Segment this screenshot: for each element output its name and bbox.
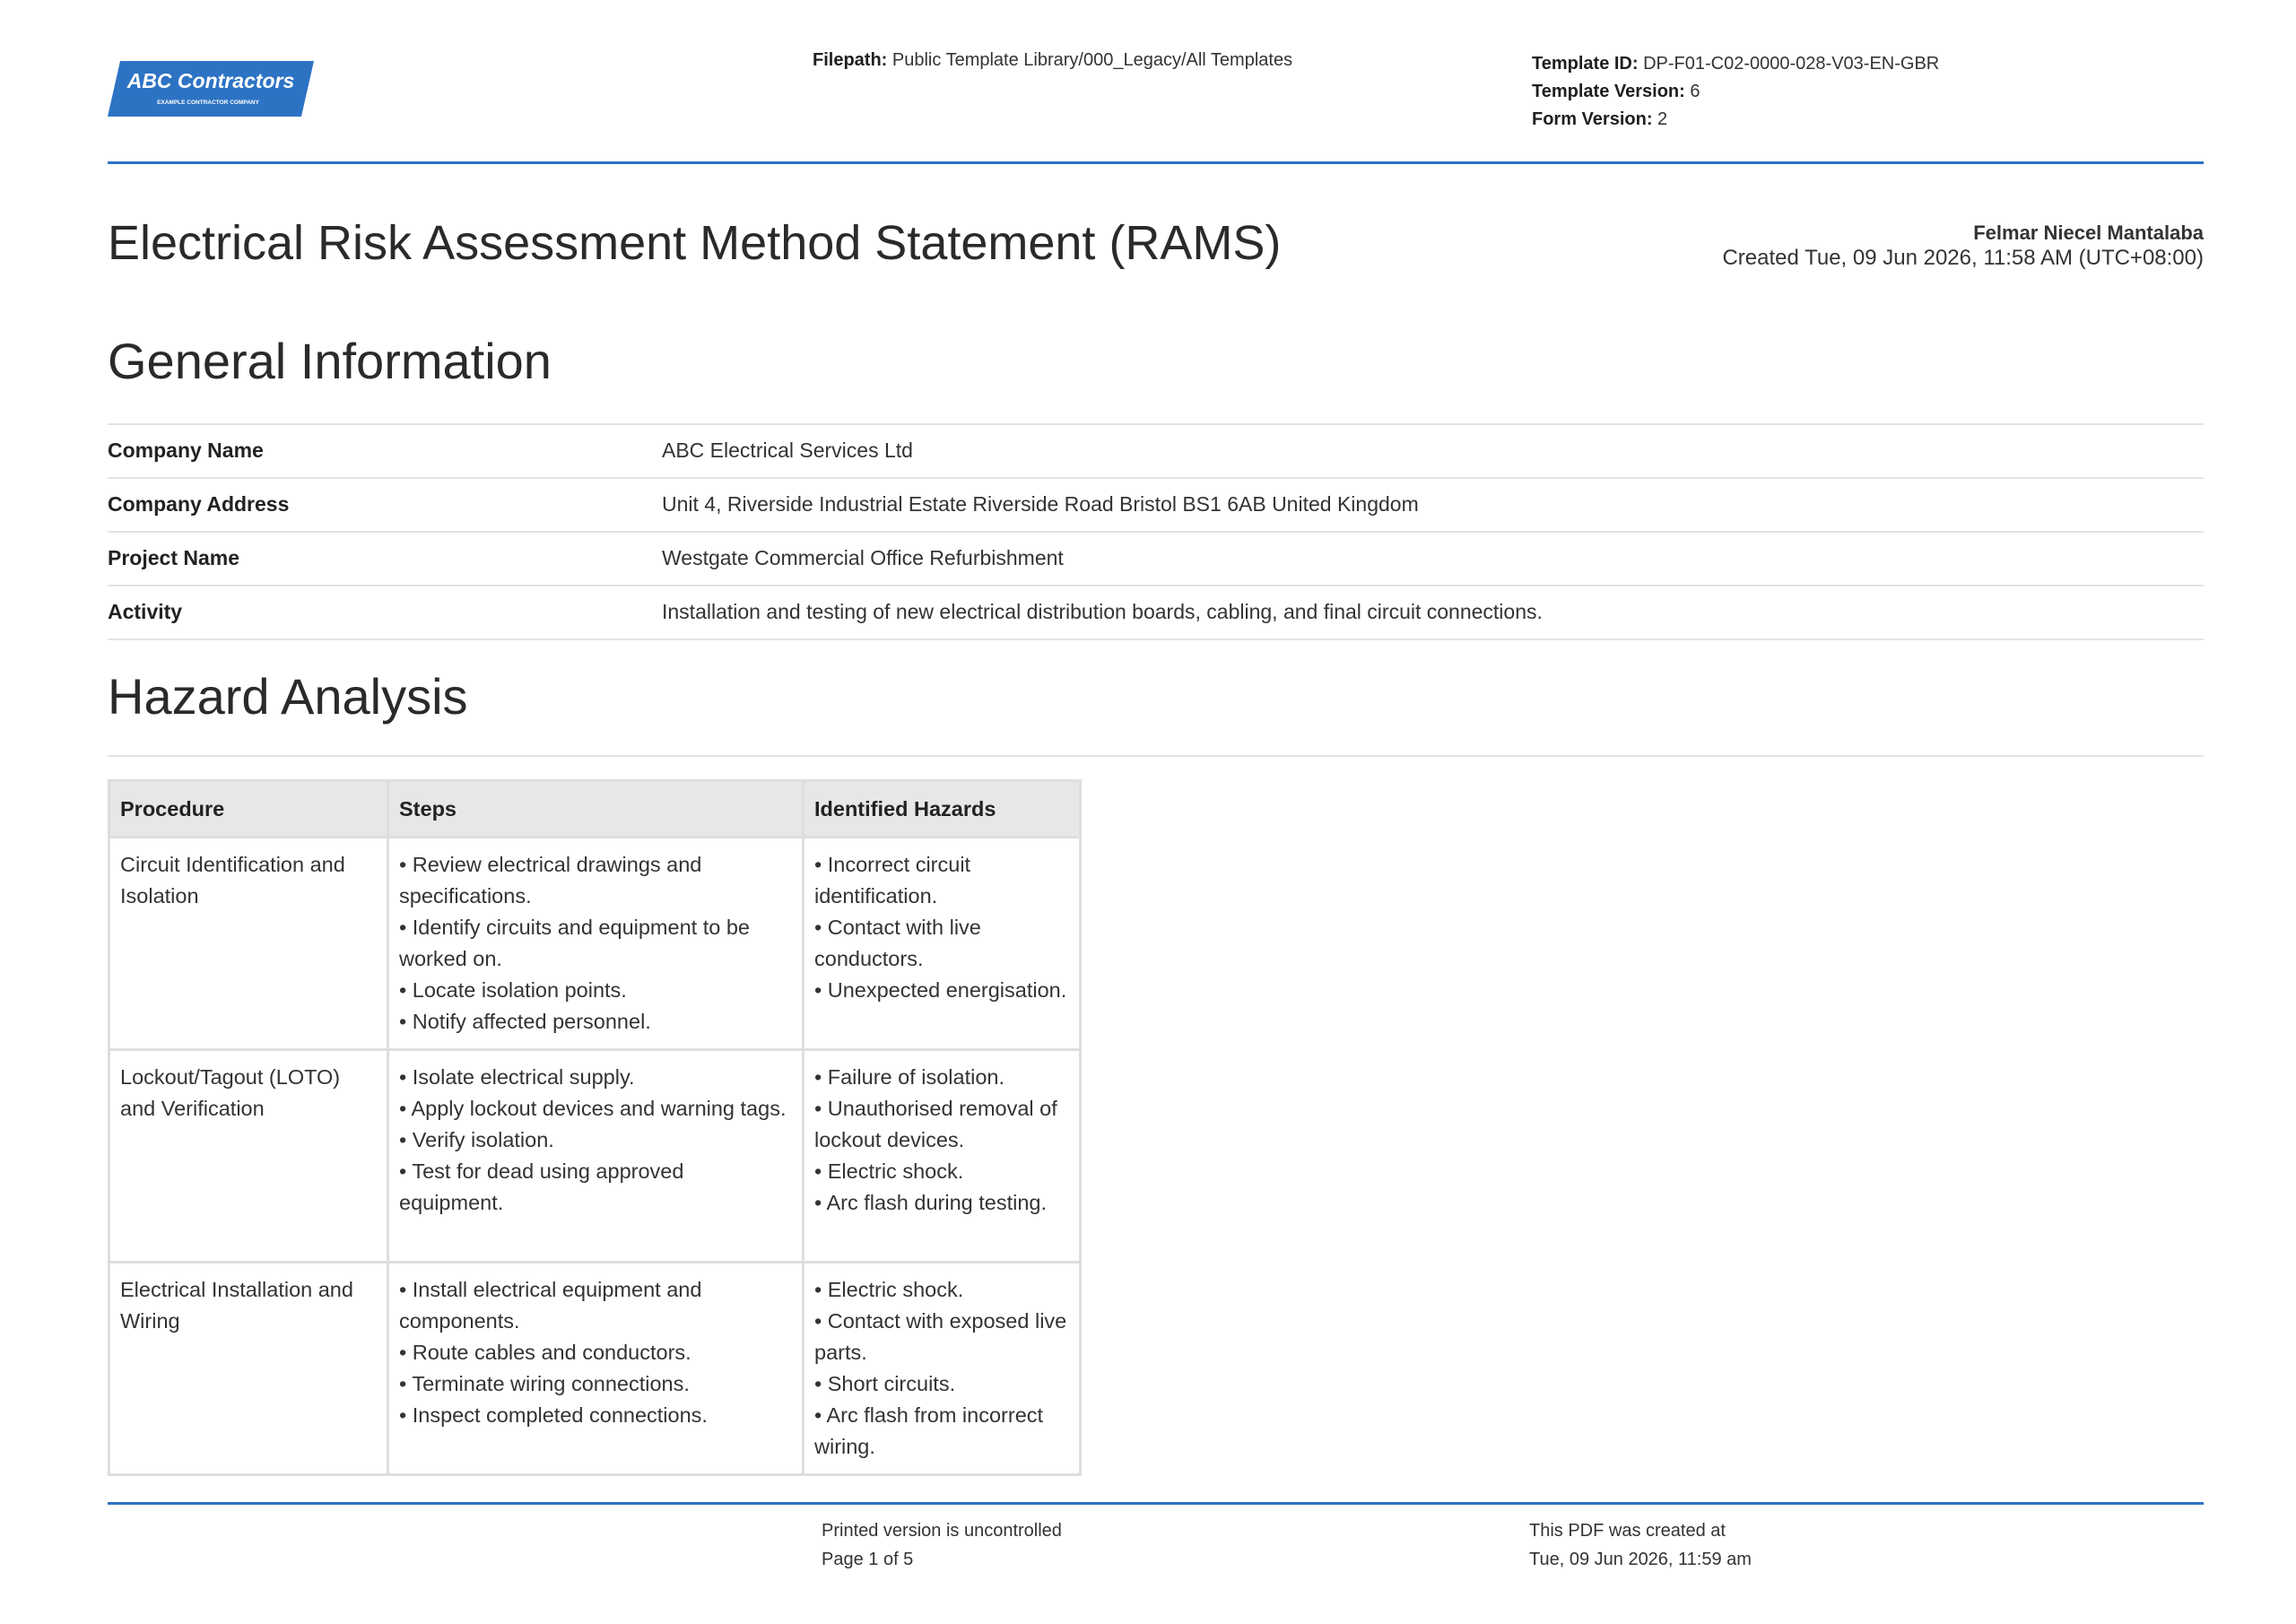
column-header-procedure: Procedure	[109, 781, 388, 838]
steps-cell	[388, 838, 804, 1050]
column-header-hazards: Identified Hazards	[804, 781, 1081, 838]
hazards-cell	[804, 1263, 1081, 1475]
page-number: Page 1 of 5	[822, 1550, 914, 1569]
table-row	[109, 838, 1081, 1050]
info-label: Company Address	[108, 492, 290, 516]
hazard-item: • Contact with exposed live parts.	[814, 1309, 1067, 1364]
step-item: • Apply lockout devices and warning tags.	[399, 1097, 787, 1120]
hazard-item: • Short circuits.	[814, 1372, 956, 1395]
info-row-project-name	[108, 533, 2204, 586]
template-version-label: Template Version:	[1532, 82, 1685, 101]
general-information-table	[108, 423, 2204, 640]
page-header	[108, 45, 2204, 161]
section-title-hazard-analysis: Hazard Analysis	[108, 668, 468, 725]
step-item: • Locate isolation points.	[399, 978, 627, 1002]
hazard-item: • Incorrect circuit identification.	[814, 853, 971, 908]
hazards-cell	[804, 838, 1081, 1050]
footer-left	[822, 1516, 1062, 1574]
hazard-item: • Arc flash from incorrect wiring.	[814, 1403, 1044, 1458]
logo-name: ABC Contractors	[126, 69, 295, 92]
author-block	[1722, 221, 2204, 271]
info-row-company-name	[108, 425, 2204, 479]
info-label: Project Name	[108, 546, 240, 569]
template-id-label: Template ID:	[1532, 54, 1639, 74]
logo-tagline: EXAMPLE CONTRACTOR COMPANY	[157, 100, 259, 106]
pdf-created-label: This PDF was created at	[1529, 1521, 1726, 1541]
table-row	[109, 1050, 1081, 1263]
header-divider	[108, 161, 2204, 164]
hazard-item: • Electric shock.	[814, 1278, 964, 1301]
procedure-cell: Electrical Installation and Wiring	[109, 1263, 388, 1475]
step-item: • Route cables and conductors.	[399, 1341, 691, 1364]
section-title-general-information: General Information	[108, 333, 552, 389]
steps-cell	[388, 1263, 804, 1475]
step-item: • Terminate wiring connections.	[399, 1372, 690, 1395]
pdf-created-date: Tue, 09 Jun 2026, 11:59 am	[1529, 1550, 1752, 1569]
created-date: Created Tue, 09 Jun 2026, 11:58 AM (UTC+08:00)	[1722, 246, 2204, 270]
document-title: Electrical Risk Assessment Method Statement (RAMS)	[108, 216, 1282, 270]
info-row-company-address	[108, 479, 2204, 533]
hazard-item: • Unexpected energisation.	[814, 978, 1067, 1002]
company-logo	[108, 59, 314, 118]
filepath-value: Public Template Library/000_Legacy/All Templates	[891, 50, 1293, 70]
procedure-cell: Lockout/Tagout (LOTO) and Verification	[109, 1050, 388, 1263]
step-item: • Isolate electrical supply.	[399, 1065, 635, 1089]
column-header-steps: Steps	[388, 781, 804, 838]
info-value: Unit 4, Riverside Industrial Estate Riverside Road Bristol BS1 6AB United Kingdom	[662, 492, 1419, 516]
hazard-analysis-table	[108, 779, 1082, 1476]
template-id	[1532, 50, 1939, 78]
info-label: Company Name	[108, 439, 264, 462]
filepath-label: Filepath:	[813, 50, 888, 70]
template-id-value: DP-F01-C02-0000-028-V03-EN-GBR	[1643, 54, 1940, 74]
hazard-item: • Contact with live conductors.	[814, 916, 981, 970]
info-value: ABC Electrical Services Ltd	[662, 439, 913, 462]
author-name: Felmar Niecel Mantalaba	[1973, 221, 2204, 244]
form-version	[1532, 106, 1939, 134]
step-item: • Install electrical equipment and components.	[399, 1278, 702, 1333]
steps-cell	[388, 1050, 804, 1263]
filepath	[813, 50, 1292, 71]
template-version	[1532, 78, 1939, 106]
hazards-cell	[804, 1050, 1081, 1263]
table-header-row	[109, 781, 1081, 838]
hazard-item: • Electric shock.	[814, 1159, 964, 1183]
table-row	[109, 1263, 1081, 1475]
footer-right	[1529, 1516, 1752, 1574]
template-version-value: 6	[1690, 82, 1700, 101]
hazard-item: • Arc flash during testing.	[814, 1191, 1048, 1214]
step-item: • Review electrical drawings and specifications.	[399, 853, 702, 908]
form-version-value: 2	[1657, 109, 1668, 129]
hazard-item: • Unauthorised removal of lockout devices.	[814, 1097, 1057, 1151]
step-item: • Verify isolation.	[399, 1128, 554, 1151]
step-item: • Identify circuits and equipment to be worked on.	[399, 916, 750, 970]
page-footer	[108, 1502, 2204, 1610]
step-item: • Test for dead using approved equipment.	[399, 1159, 684, 1214]
template-meta	[1532, 50, 1939, 134]
step-item: • Inspect completed connections.	[399, 1403, 708, 1427]
uncontrolled-notice: Printed version is uncontrolled	[822, 1521, 1062, 1541]
info-value: Installation and testing of new electrical distribution boards, cabling, and final circuit connections.	[662, 600, 1543, 623]
procedure-cell: Circuit Identification and Isolation	[109, 838, 388, 1050]
info-value: Westgate Commercial Office Refurbishment	[662, 546, 1064, 569]
info-row-activity	[108, 586, 2204, 640]
hazard-item: • Failure of isolation.	[814, 1065, 1004, 1089]
form-version-label: Form Version:	[1532, 109, 1653, 129]
section-divider	[108, 755, 2204, 757]
step-item: • Notify affected personnel.	[399, 1010, 651, 1033]
info-label: Activity	[108, 600, 183, 623]
